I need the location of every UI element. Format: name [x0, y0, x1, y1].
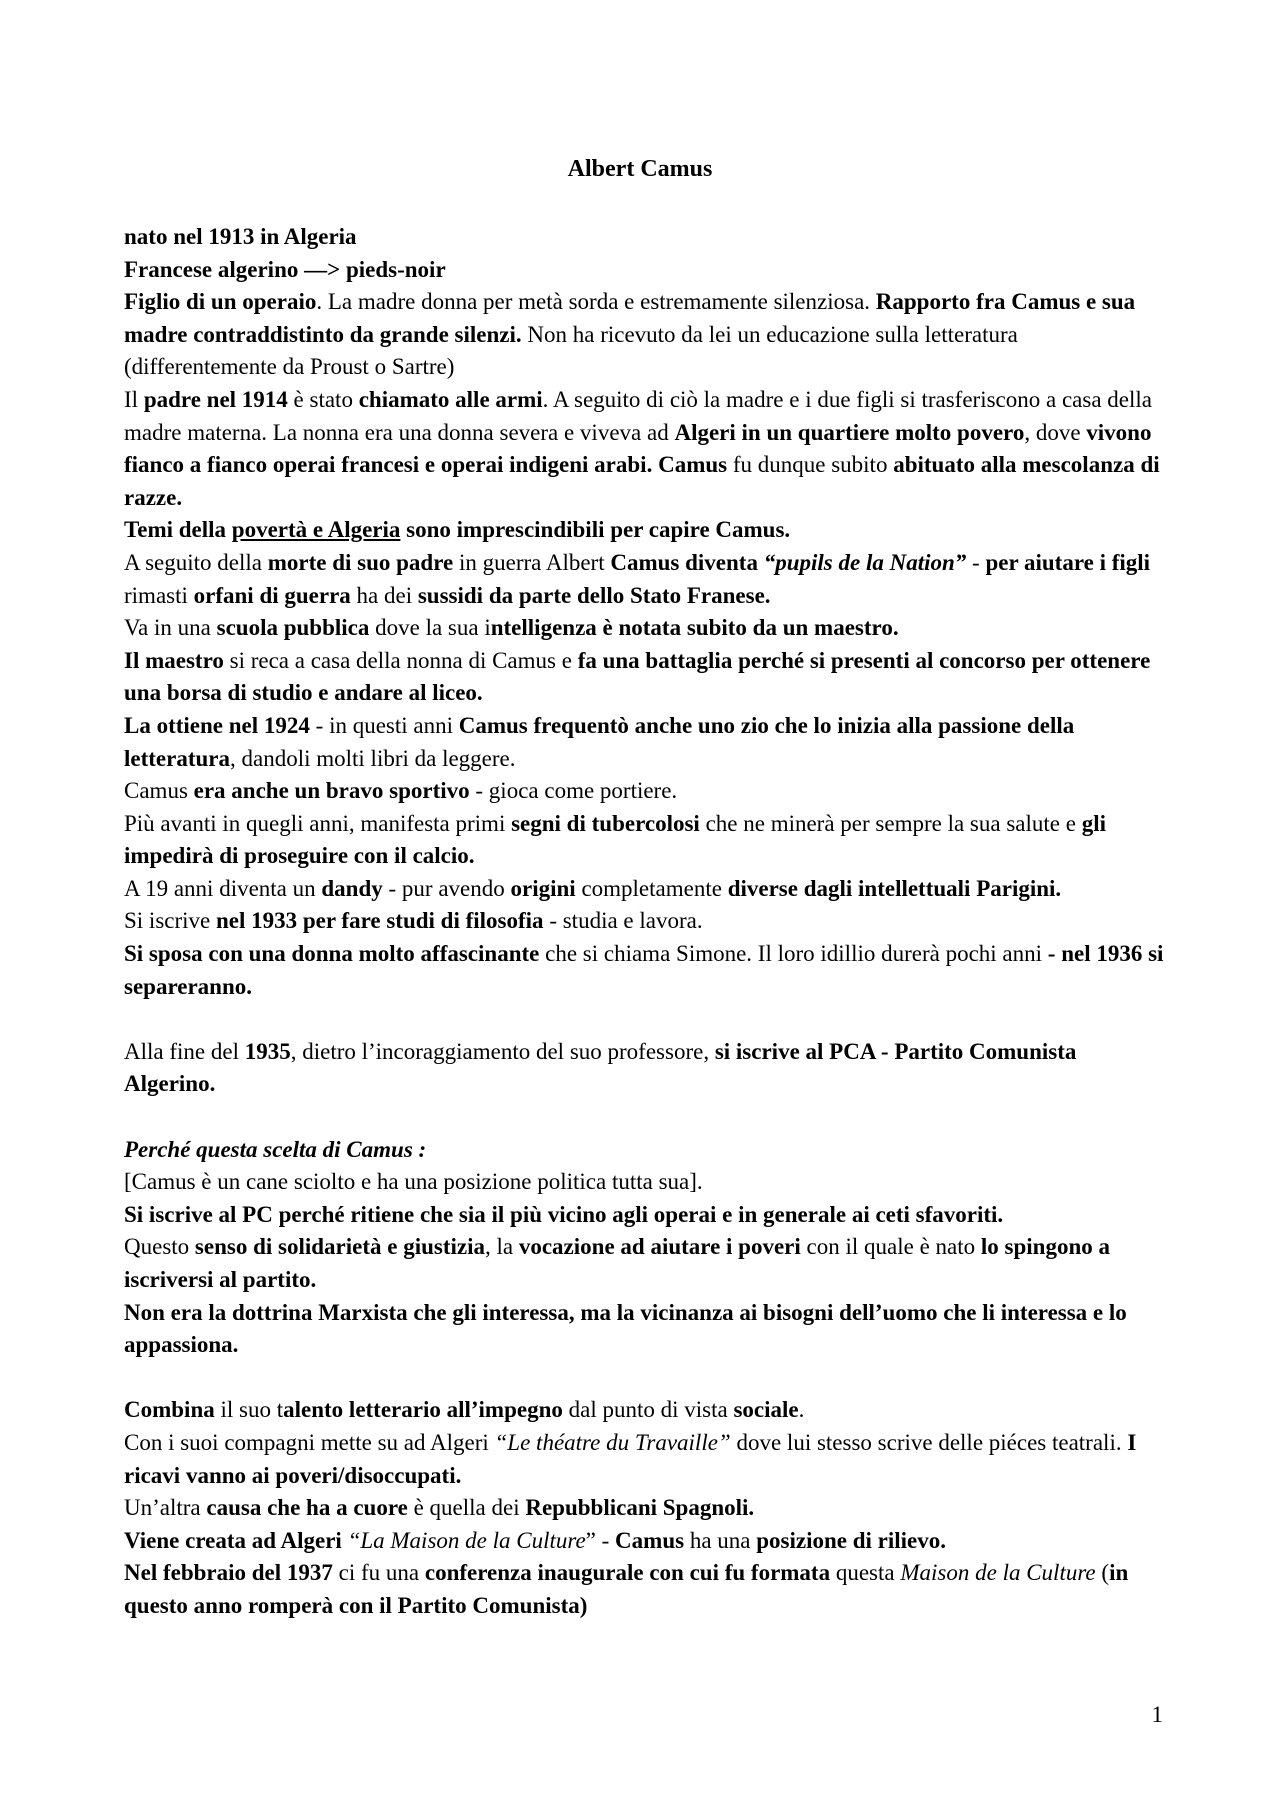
paragraph: [124, 286, 1164, 384]
text-run: sussidi da parte dello Stato Franese.: [417, 582, 771, 608]
text-run: “Le théatre du Travaille”: [494, 1429, 731, 1455]
text-run: Un’altra: [124, 1495, 207, 1521]
paragraph: [124, 1557, 1164, 1622]
text-run: Temi della: [124, 517, 232, 543]
text-run: abituato alla mescolanza di razze.: [124, 452, 1160, 510]
paragraph: [124, 1394, 1164, 1427]
text-run: “La Maison de la Culture: [347, 1527, 586, 1553]
paragraph: [124, 905, 1164, 938]
paragraph: [124, 384, 1164, 514]
text-run: il suo t: [214, 1397, 284, 1423]
text-run: . A seguito di ciò la madre e i due figli si trasferiscono a casa della madre materna. La nonna era una donna severa e viveva ad: [124, 386, 1152, 445]
text-run: -: [966, 549, 986, 575]
text-run: Alla fine del: [124, 1038, 245, 1064]
text-run: Non era la dottrina Marxista che gli interessa, ma la vicinanza ai bisogni dell’uomo che li interessa e lo appassiona.: [124, 1299, 1127, 1358]
text-run: Combina: [124, 1397, 215, 1423]
text-run: Va in una: [124, 615, 217, 641]
text-run: morte di suo padre: [267, 549, 454, 575]
paragraph: [124, 1427, 1164, 1492]
text-run: vocazione ad aiutare i poveri: [518, 1234, 801, 1260]
text-run: segni di tubercolosi: [511, 810, 700, 836]
text-run: La ottiene nel 1924: [124, 712, 310, 738]
text-run: Questo: [124, 1234, 195, 1260]
text-run: Nel febbraio del 1937: [124, 1560, 333, 1586]
text-run: dove lui stesso scrive delle piéces teatrali.: [730, 1429, 1128, 1455]
text-run: Più avanti in quegli anni, manifesta primi: [124, 810, 512, 836]
text-run: Rapporto fra Camus e sua madre contraddistinto da grande silenzi.: [124, 289, 1136, 347]
paragraph: [124, 1134, 1164, 1167]
text-run: - studia e lavora.: [543, 908, 703, 934]
text-run: chiamato alle armi: [358, 386, 543, 412]
text-run: , dandoli molti libri da leggere.: [230, 745, 516, 771]
text-run: Si iscrive: [124, 908, 216, 934]
text-run: Camus diventa: [610, 549, 758, 575]
text-run: si reca a casa della nonna di Camus e: [223, 647, 578, 673]
text-run: “pupils de la Nation”: [763, 549, 967, 575]
text-run: .: [798, 1397, 805, 1423]
paragraph: [124, 1297, 1164, 1362]
text-run: - gioca come portiere.: [469, 778, 678, 804]
text-run: origini: [510, 875, 576, 901]
text-run: Con i suoi compagni mette su ad Algeri: [124, 1429, 495, 1455]
paragraph-gap: [124, 1101, 1164, 1134]
text-run: A 19 anni diventa un: [124, 875, 322, 901]
text-run: dal punto di vista: [562, 1397, 734, 1423]
paragraph: [124, 1492, 1164, 1525]
paragraph: [124, 1525, 1164, 1558]
text-run: fa una battaglia perché si presenti al concorso per ottenere una borsa di studio e andare al liceo.: [124, 647, 1151, 706]
text-run: dove la sua i: [369, 615, 491, 641]
text-run: per aiutare i figli: [985, 549, 1151, 575]
text-run: gli impedirà di proseguire con il calcio.: [124, 810, 1106, 869]
text-run: Francese algerino —> pieds-noir: [124, 256, 446, 282]
document-body: [124, 221, 1164, 1623]
text-run: lo spingono a iscriversi al partito.: [124, 1234, 1110, 1292]
paragraph: [124, 547, 1164, 612]
text-run: conferenza inaugurale con cui fu formata: [424, 1560, 831, 1586]
paragraph: [124, 612, 1164, 645]
text-run: questa: [830, 1560, 901, 1586]
text-run: sono imprescindibili per capire Camus.: [400, 517, 791, 543]
text-run: , la: [484, 1234, 519, 1260]
text-run: Camus frequentò anche uno zio che lo inizia alla passione della letteratura: [124, 712, 1075, 771]
text-run: 1935: [244, 1038, 291, 1064]
text-run: diverse dagli intellettuali Parigini.: [727, 875, 1062, 901]
text-run: ” -: [585, 1527, 616, 1553]
text-run: nato nel 1913 in Algeria: [124, 224, 357, 249]
text-run: Repubblicani Spagnoli.: [525, 1495, 755, 1521]
text-run: in questo anno romperà con il Partito Comunista): [124, 1560, 1129, 1618]
paragraph: [124, 254, 1164, 287]
text-run: nel 1933 per fare studi di filosofia: [216, 908, 544, 934]
text-run: - nel 1936 si separeranno.: [124, 941, 1164, 999]
paragraph-gap: [124, 1362, 1164, 1395]
text-run: Camus: [658, 452, 728, 478]
text-run: [Camus è un cane sciolto e ha una posizione politica tutta sua].: [124, 1169, 703, 1195]
paragraph-gap: [124, 1003, 1164, 1036]
text-run: Figlio di un operaio: [124, 289, 317, 315]
text-run: (: [1095, 1560, 1110, 1586]
paragraph: [124, 775, 1164, 808]
text-run: posizione di rilievo.: [756, 1527, 946, 1553]
text-run: alento letterario all’impegno: [283, 1397, 563, 1423]
text-run: si iscrive al PCA - Partito Comunista Algerino.: [124, 1038, 1077, 1097]
text-run: è quella dei: [407, 1495, 526, 1521]
text-run: Non ha ricevuto da lei un educazione sulla letteratura (differentemente da Proust o Sartre): [124, 321, 1018, 380]
paragraph: [124, 1199, 1164, 1232]
paragraph: [124, 514, 1164, 547]
text-run: sociale: [733, 1397, 799, 1423]
text-run: Il maestro: [124, 647, 224, 673]
paragraph: [124, 1231, 1164, 1296]
text-run: è stato: [287, 386, 359, 412]
paragraph: [124, 710, 1164, 775]
text-run: Il: [124, 386, 144, 412]
text-run: ha una: [684, 1527, 757, 1553]
text-run: scuola pubblica: [216, 615, 370, 641]
text-run: Perché questa scelta di Camus :: [124, 1136, 427, 1162]
text-run: era anche un bravo sportivo: [193, 778, 470, 804]
text-run: Algeri in un quartiere molto povero: [674, 419, 1025, 445]
paragraph: [124, 808, 1164, 873]
text-run: dandy: [321, 875, 383, 901]
text-run: . La madre donna per metà sorda e estremamente silenziosa.: [316, 289, 876, 315]
text-run: ntelligenza è notata subito da un maestro.: [490, 615, 899, 641]
text-run: senso di solidarietà e giustizia: [194, 1234, 485, 1260]
text-run: padre nel 1914: [143, 386, 288, 412]
text-run: , dove: [1024, 419, 1087, 445]
text-run: , dietro l’incoraggiamento del suo professore,: [290, 1038, 715, 1064]
text-run: fu dunque subito: [727, 452, 894, 478]
text-run: che ne minerà per sempre la sua salute e: [699, 810, 1082, 836]
text-run: I ricavi vanno ai poveri/disoccupati.: [124, 1429, 1137, 1488]
text-run: rimasti: [124, 582, 194, 608]
text-run: con il quale è nato: [800, 1234, 981, 1260]
text-run: Camus: [124, 778, 194, 804]
text-run: - pur avendo: [382, 875, 511, 901]
text-run: completamente: [575, 875, 728, 901]
text-run: in guerra Albert: [453, 549, 611, 575]
paragraph: [124, 938, 1164, 1003]
text-run: Maison de la Culture: [900, 1560, 1096, 1586]
page-number: 1: [1151, 1702, 1163, 1727]
text-run: Camus: [615, 1527, 685, 1553]
paragraph: [124, 221, 1164, 254]
paragraph: [124, 1036, 1164, 1101]
text-run: orfani di guerra: [193, 582, 351, 608]
paragraph: [124, 645, 1164, 710]
text-run: Viene creata ad Algeri: [124, 1527, 342, 1553]
text-run: A seguito della: [124, 549, 268, 575]
text-run: Si sposa con una donna molto affascinante: [124, 941, 540, 967]
text-run: ci fu una: [332, 1560, 425, 1586]
text-run: povertà e Algeria: [231, 517, 401, 543]
text-run: causa che ha a cuore: [206, 1495, 408, 1521]
text-run: che si chiama Simone. Il loro idillio durerà pochi anni: [539, 941, 1048, 967]
text-run: - in questi anni: [309, 712, 459, 738]
text-run: Si iscrive al PC perché ritiene che sia il più vicino agli operai e in generale ai ceti sfavoriti.: [124, 1201, 1004, 1227]
text-run: vivono fianco a fianco operai francesi e operai indigeni arabi.: [124, 419, 1152, 478]
page-title: Albert Camus: [567, 156, 713, 182]
paragraph: [124, 873, 1164, 906]
text-run: ha dei: [350, 582, 418, 608]
paragraph: [124, 1166, 1164, 1199]
